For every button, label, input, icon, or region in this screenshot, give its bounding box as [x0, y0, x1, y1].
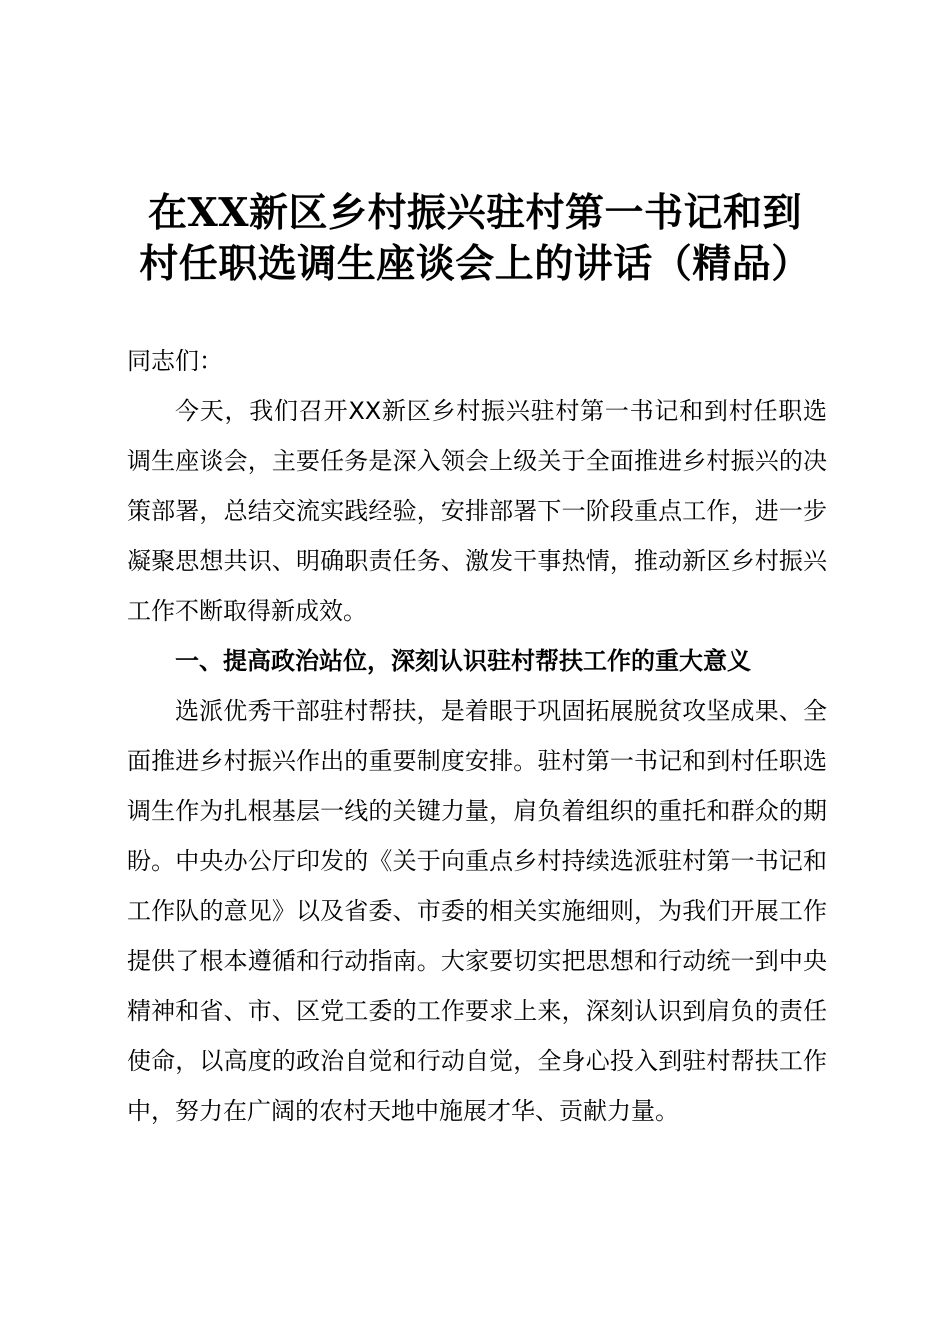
paragraph-section-1: 选派优秀干部驻村帮扶，是着眼于巩固拓展脱贫攻坚成果、全面推进乡村振兴作出的重要制度安排。驻村第一书记和到村任职选调生作为扎根基层一线的关键力量，肩负着组织的重托和群众的期盼。中央办公厅印发的《关于向重点乡村持续选派驻村第一书记和工作队的意见》以及省委、市委的相关实施细则，为我们开展工作提供了根本遵循和行动指南。大家要切实把思想和行动统一到中央精神和省、市、区党工委的工作要求上来，深刻认识到肩负的责任使命，以高度的政治自觉和行动自觉，全身心投入到驻村帮扶工作中，努力在广阔的农村天地中施展才华、贡献力量。 — [127, 697, 827, 1125]
paragraph-intro: 今天，我们召开XX新区乡村振兴驻村第一书记和到村任职选调生座谈会，主要任务是深入领会上级关于全面推进乡村振兴的决策部署，总结交流实践经验，安排部署下一阶段重点工作，进一步凝聚思想共识、明确职责任务、激发干事热情，推动新区乡村振兴工作不断取得新成效。 — [127, 397, 827, 625]
title-line-1: 在XX新区乡村振兴驻村第一书记和到 — [147, 190, 803, 236]
document-body — [127, 336, 827, 1136]
greeting: 同志们： — [127, 347, 223, 375]
section-heading-1: 一、提高政治站位，深刻认识驻村帮扶工作的重大意义 — [175, 647, 751, 675]
title-line-2: 村任职选调生座谈会上的讲话（精品） — [139, 241, 811, 287]
document-title — [110, 188, 840, 290]
